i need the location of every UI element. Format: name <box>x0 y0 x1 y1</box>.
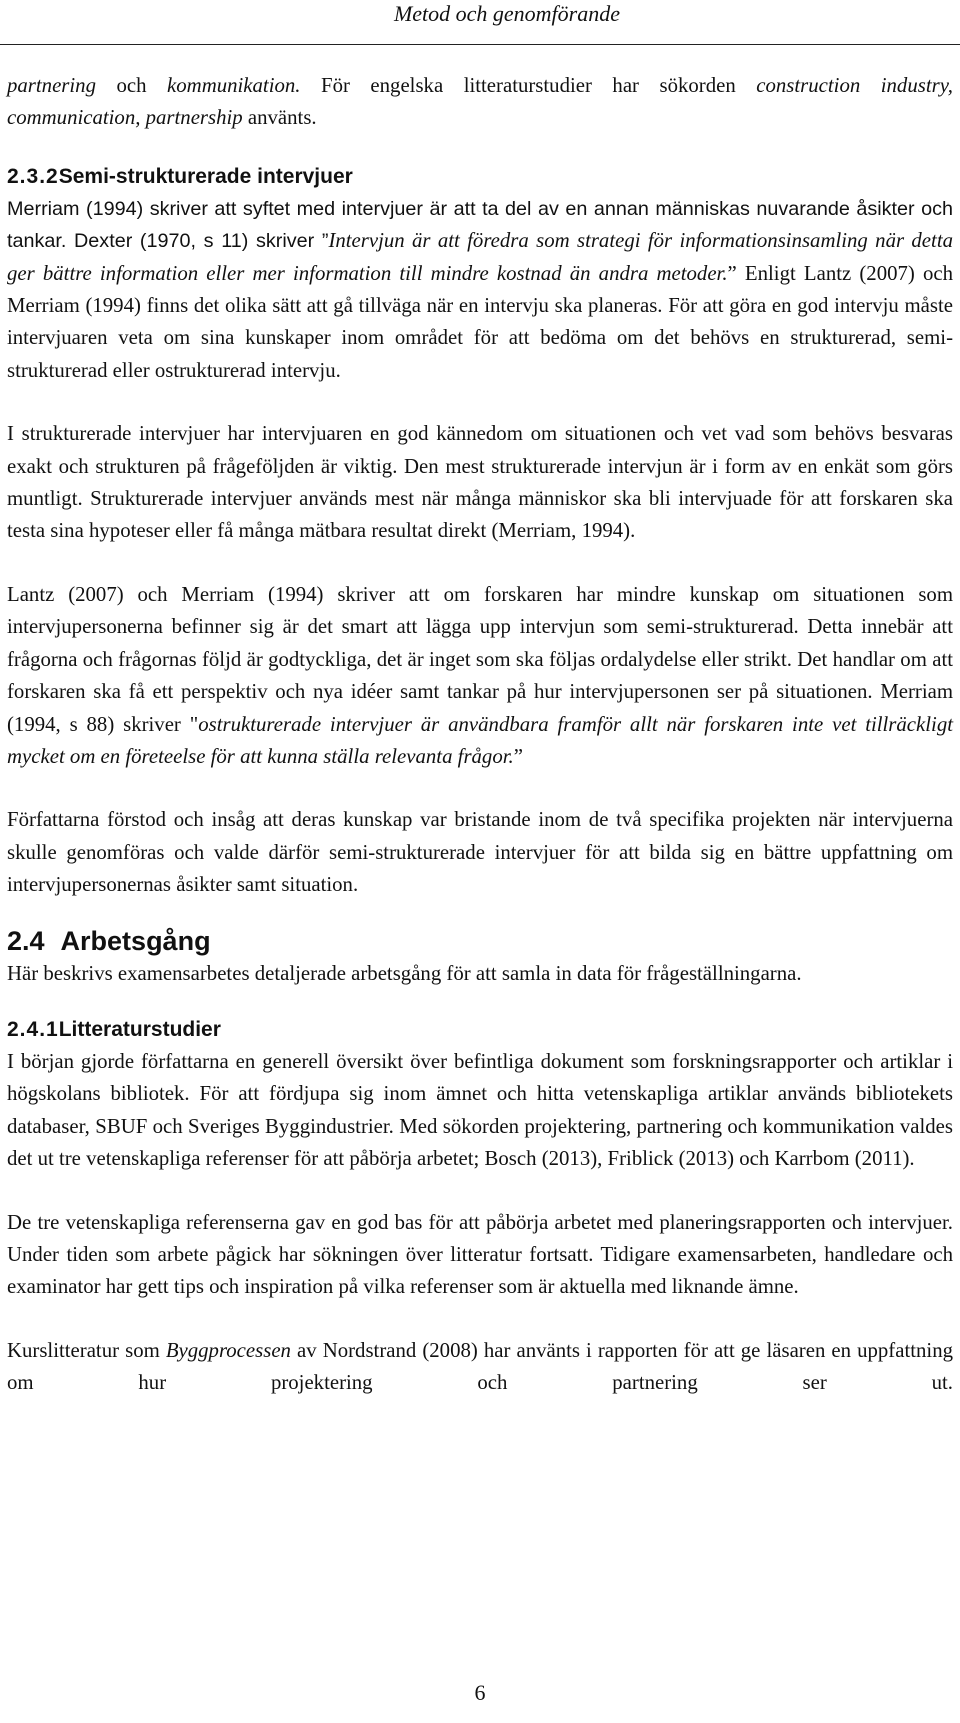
intro-text: använts. <box>242 106 317 130</box>
paragraph-text: ” Enligt Lantz (2007) och Merriam (1994) finns det olika sätt att gå tillväga när en intervju ska planeras. <box>7 261 953 318</box>
section-title: Arbetsgång <box>60 925 211 956</box>
paragraph-text: För att göra en god intervju måste intervjuaren veta om sina kunskaper inom området för att bedöma om det behövs en strukturerad, semi-strukturerad eller ostrukturerad intervju. <box>7 294 953 382</box>
paragraph-text: av Nordstrand (2008) har använts i rapporten för att ge läsaren en uppfattning om hur projektering och partnering ser ut. <box>7 1338 953 1395</box>
litteratur-paragraph-1: I början gjorde författarna en generell översikt över befintliga dokument som forskningsrapporter och artiklar i högskolans bibliotek. För att fördjupa sig inom ämnet och hitta vetenskapliga artiklar används bibliotekets databaser, SBUF och Sveriges Byggindustrier. Med sökorden projektering, partnering och kommunikation valdes det ut tre vetenskapliga referenser för att påbörja arbetet; Bosch (2013), Friblick (2013) och Karrbom (2011). <box>7 1049 953 1171</box>
intro-term-kommunikation: kommunikation. <box>167 74 301 97</box>
spacer <box>7 1176 953 1207</box>
section-number: 2.4.1 <box>7 1017 59 1041</box>
spacer <box>7 773 953 804</box>
spacer <box>7 990 953 1014</box>
page-number: 6 <box>474 1680 486 1705</box>
paragraph-text: Merriam (1994) skriver att syftet med intervjuer är att ta del av en annan människas nuvarande åsikter och tankar. Dexter (1970, s 11) skriver ” <box>7 197 953 253</box>
litteratur-paragraph-2: De tre vetenskapliga referenserna gav en god bas för att påbörja arbetet med planeringsrapporten och intervjuer. Under tiden som arbete pågick har sökningen över litteratur fortsatt. Tidigare examensarbeten, handledare och examinator har gett tips och inspiration på vilka referenser som är aktuella med liknande ämne. <box>7 1210 953 1299</box>
section-heading-2-3-2 <box>7 161 953 193</box>
intro-text: och <box>95 74 168 97</box>
litteratur-paragraph-3 <box>7 1335 953 1400</box>
intro-paragraph <box>7 70 953 135</box>
document-body <box>7 70 953 1400</box>
section-number: 2.4 <box>7 925 45 956</box>
spacer <box>7 387 953 418</box>
intro-english-terms: construction industry, communication, partnership <box>7 74 953 130</box>
semi-structured-paragraph-2: I strukturerade intervjuer har intervjuaren en god kännedom om situationen och vet vad som behövs besvaras exakt och strukturen på frågeföljden är viktig. Den mest strukturerade intervjun är i form av en enkät som görs muntligt. Strukturerade intervjuer används mest när många människor ska bli intervjuade för att forskaren ska testa sina hypoteser eller få många mätbara resultat direkt (Merriam, 1994). <box>7 422 953 543</box>
semi-structured-paragraph-3 <box>7 579 953 773</box>
intro-text: För engelska litteraturstudier har sökorden <box>300 74 757 97</box>
dexter-quote: Intervjun är att föredra som strategi för informationsinsamling när detta ger bättre information eller mer information till mindre kostnad än andra metoder. <box>7 229 953 285</box>
paragraph-text: Lantz (2007) och Merriam (1994) skriver att om forskaren har mindre kunskap om situationen som intervjupersonerna befinner sig är det smart att lägga upp intervjun som semi-strukturerad. Detta innebär att frågorna och frågornas följd är godtyckliga, det är inget som ska följas ordalydelse eller strikt. Det handlar om att forskaren ska få ett perspektiv och nya idéer samt tankar på hur intervjupersonen ser på situationen. Merriam (1994, s 88) skriver " <box>7 582 953 736</box>
page-header <box>0 0 960 45</box>
running-head: Metod och genomförande <box>393 1 620 26</box>
intro-term-partnering: partnering <box>7 74 96 97</box>
section-title: Litteraturstudier <box>58 1017 221 1041</box>
section-number: 2.3.2 <box>7 164 59 188</box>
spacer <box>7 548 953 579</box>
semi-structured-paragraph-4: Författarna förstod och insåg att deras kunskap var bristande inom de två specifika projekten när intervjuerna skulle genomföras och valde därför semi-strukturerade intervjuer för att bilda sig en bättre uppfattning om intervjupersonernas åsikter samt situation. <box>7 808 953 897</box>
arbetsgang-paragraph: Här beskrivs examensarbetes detaljerade arbetsgång för att samla in data för frågeställningarna. <box>7 961 802 985</box>
paragraph-text: Kurslitteratur som <box>7 1338 166 1362</box>
section-title: Semi-strukturerade intervjuer <box>58 164 353 188</box>
section-heading-2-4 <box>7 924 953 958</box>
merriam-quote: ostrukturerade intervjuer är användbara framför allt när forskaren inte vet tillräckligt mycket om en företeelse för att kunna ställa relevanta frågor. <box>7 712 953 768</box>
spacer <box>7 902 953 924</box>
book-title: Byggprocessen <box>165 1338 291 1362</box>
paragraph-text: ” <box>513 744 523 768</box>
spacer <box>7 135 953 161</box>
section-heading-2-4-1 <box>7 1014 953 1046</box>
semi-structured-paragraph-1 <box>7 193 953 387</box>
spacer <box>7 1304 953 1335</box>
